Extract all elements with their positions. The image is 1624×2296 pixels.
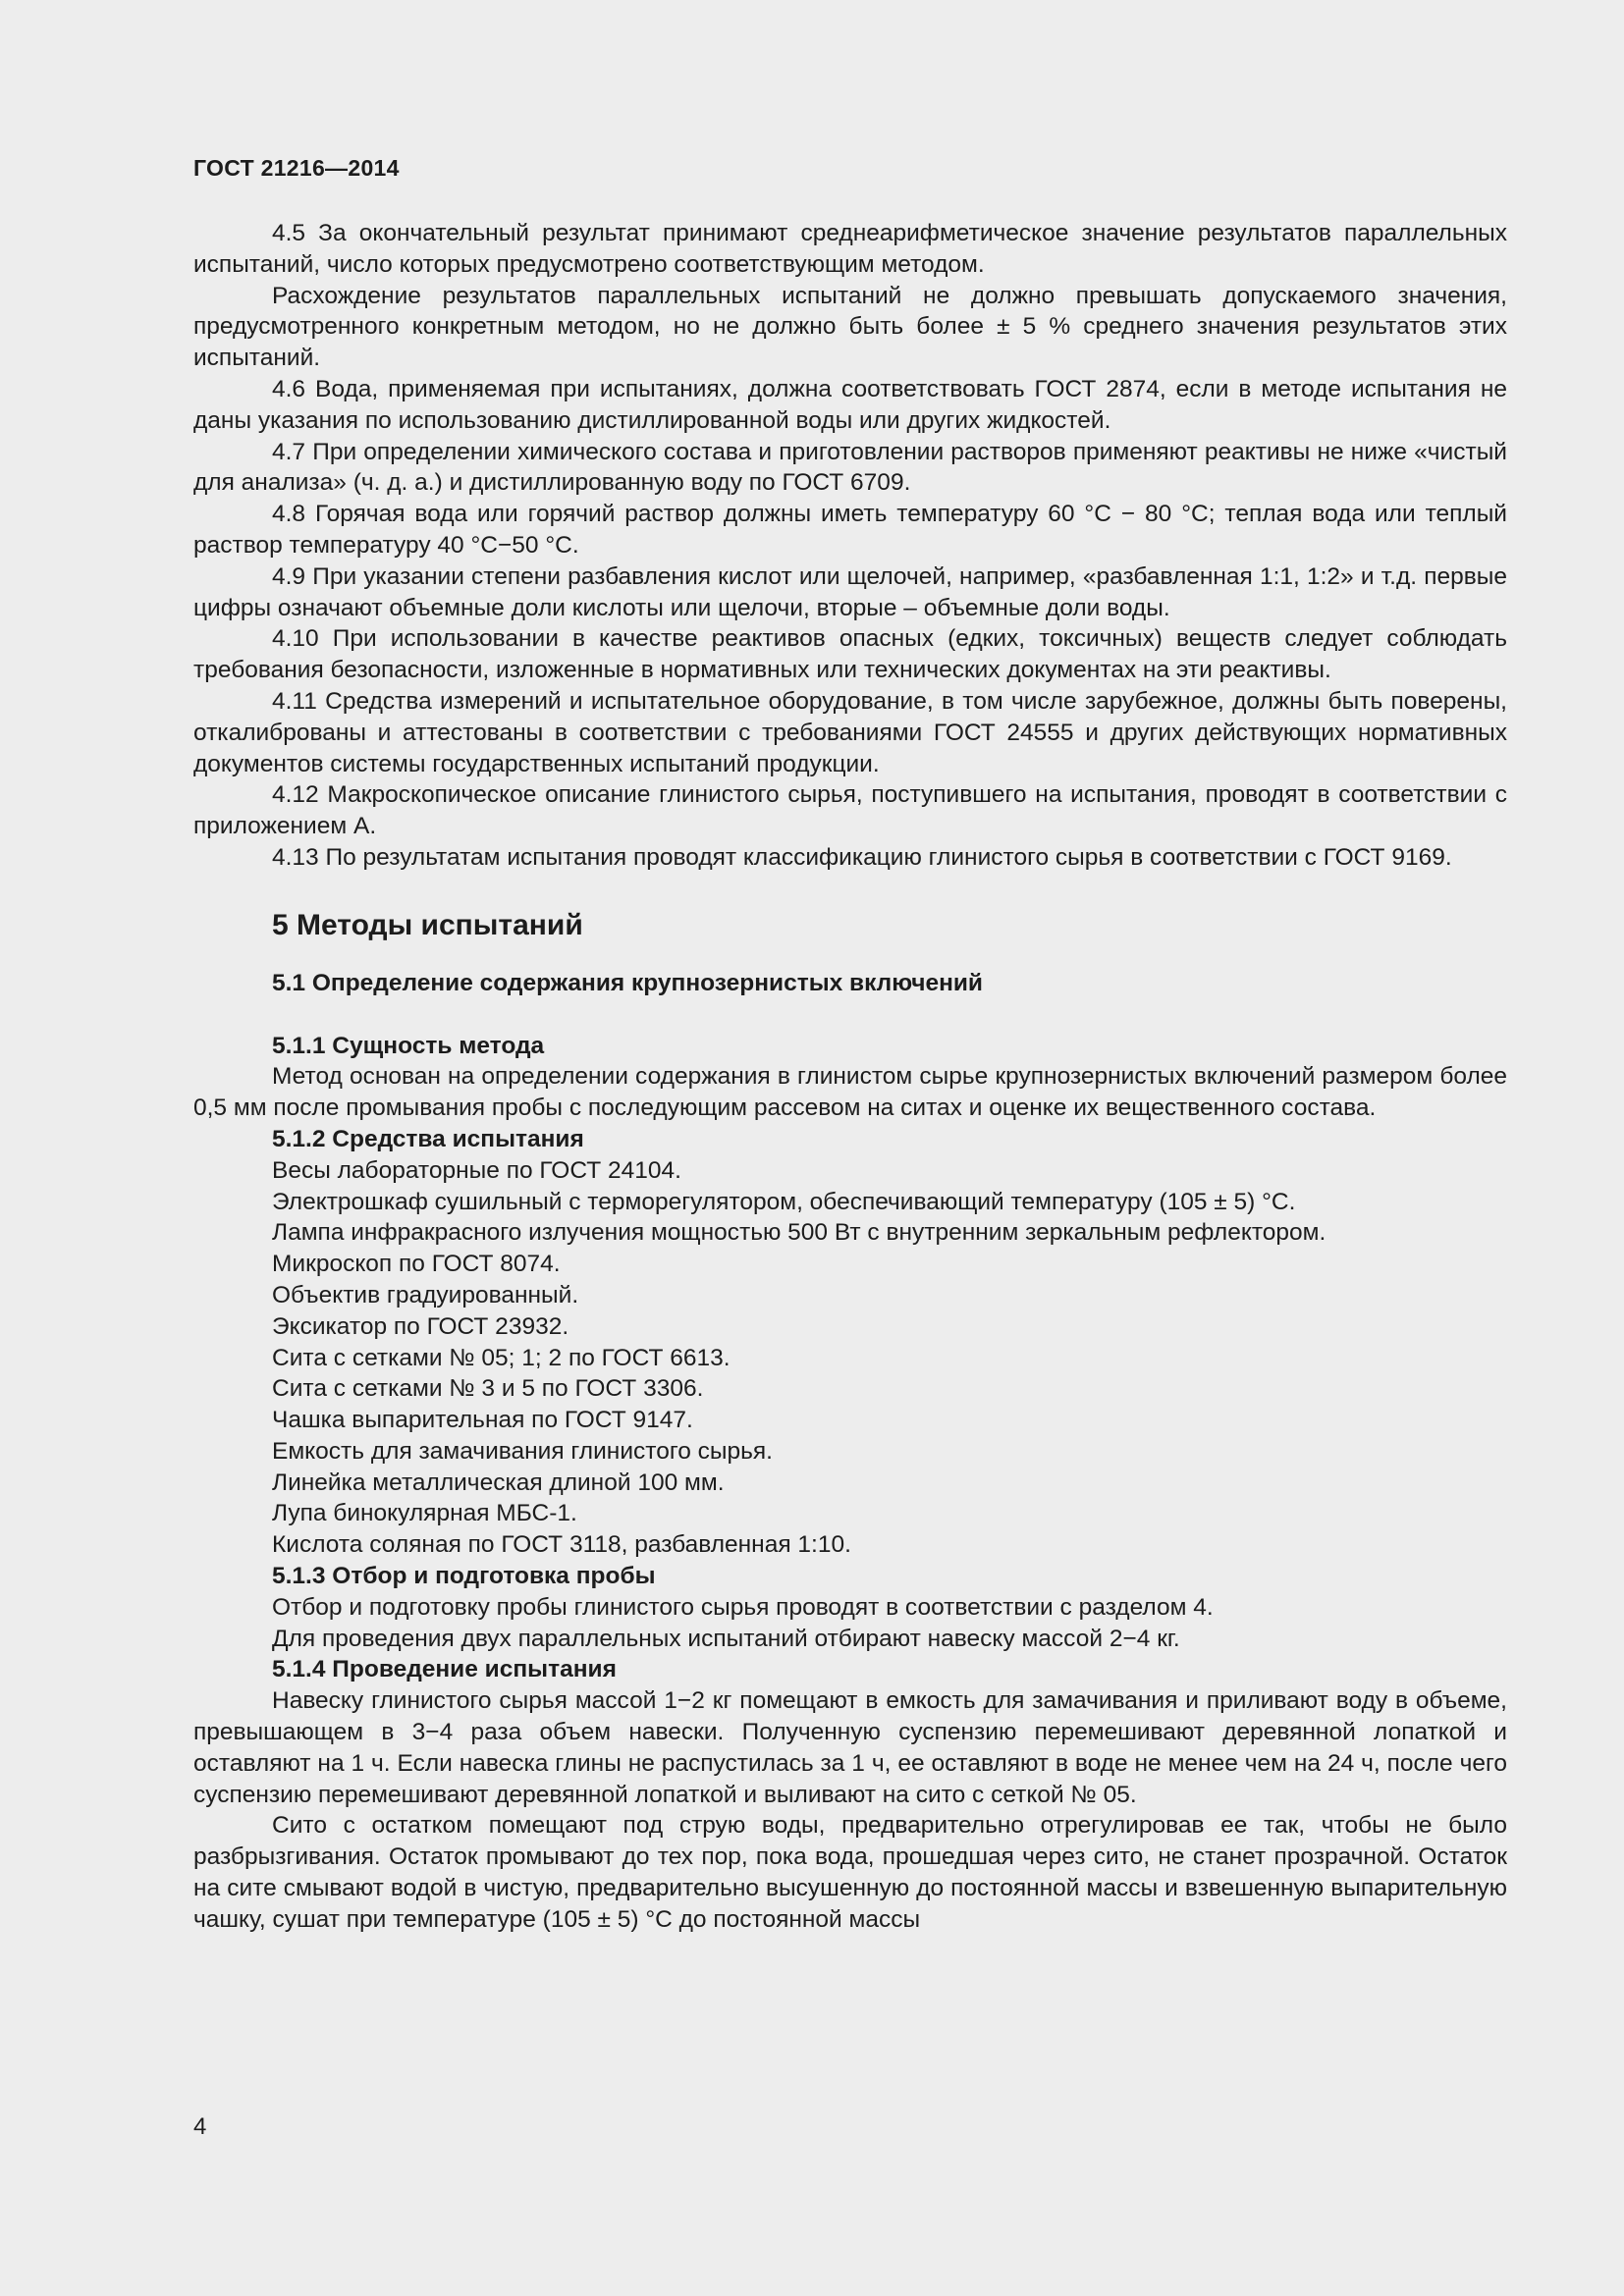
- paragraph-4-9: 4.9 При указании степени разбавления кислот или щелочей, например, «разбавленная 1:1, 1:2» и т.д. первые цифры означают объемные доли кислоты или щелочи, вторые – объемные доли воды.: [193, 562, 1507, 621]
- paragraph-4-12: 4.12 Макроскопическое описание глинистого сырья, поступившего на испытания, проводят в соответствии с приложением А.: [193, 781, 1507, 840]
- section-5-1-title: 5.1 Определение содержания крупнозернистых включений: [272, 969, 983, 996]
- equipment-item: Лампа инфракрасного излучения мощностью 500 Вт с внутренним зеркальным рефлектором.: [272, 1219, 1326, 1247]
- paragraph-4-13: 4.13 По результатам испытания проводят классификацию глинистого сырья в соответствии с ГОСТ 9169.: [272, 843, 1452, 871]
- equipment-item: Объектив градуированный.: [272, 1281, 579, 1308]
- equipment-item: Чашка выпарительная по ГОСТ 9147.: [272, 1407, 693, 1434]
- document-header: ГОСТ 21216—2014: [193, 155, 400, 181]
- paragraph-4-6: 4.6 Вода, применяемая при испытаниях, должна соответствовать ГОСТ 2874, если в методе испытания не даны указания по использованию дистиллированной воды или других жидкостей.: [193, 375, 1507, 434]
- paragraph-4-8: 4.8 Горячая вода или горячий раствор должны иметь температуру 60 °С − 80 °С; теплая вода или теплый раствор температуру 40 °С−50 °С.: [193, 501, 1507, 559]
- equipment-item: Лупа бинокулярная МБС-1.: [272, 1500, 577, 1527]
- equipment-item: Линейка металлическая длиной 100 мм.: [272, 1468, 725, 1496]
- paragraph-4-5-b: Расхождение результатов параллельных испытаний не должно превышать допускаемого значения, предусмотренного конкретным методом, но не должно быть более ± 5 % среднего значения результатов этих испытаний.: [193, 282, 1507, 372]
- section-5-1-4-paragraph-2: Сито с остатком помещают под струю воды, предварительно отрегулировав ее так, чтобы не было разбрызгивания. Остаток промывают до тех пор, пока вода, прошедшая через сито, не станет прозрачной. Остаток на сите смывают водой в чистую, предварительно высушенную до постоянной массы и взвешенную выпарительную чашку, сушат при температуре (105 ± 5) °С до постоянной массы: [193, 1812, 1507, 1933]
- equipment-item: Электрошкаф сушильный с терморегулятором, обеспечивающий температуру (105 ± 5) °С.: [272, 1188, 1296, 1215]
- equipment-item: Кислота соляная по ГОСТ 3118, разбавленная 1:10.: [272, 1531, 851, 1559]
- document-body: [193, 218, 1507, 1936]
- section-5-1-4-paragraph-1: Навеску глинистого сырья массой 1−2 кг помещают в емкость для замачивания и приливают воду в объеме, превышающем в 3−4 раза объем навески. Полученную суспензию перемешивают деревянной лопаткой и оставляют на 1 ч. Если навеска глины не распустилась за 1 ч, ее оставляют в воде не менее чем на 24 ч, после чего суспензию перемешивают деревянной лопаткой и выливают на сито с сеткой № 05.: [193, 1687, 1507, 1808]
- sampling-item: Отбор и подготовку пробы глинистого сырья проводят в соответствии с разделом 4.: [272, 1593, 1214, 1621]
- section-5-title: 5 Методы испытаний: [272, 908, 583, 941]
- paragraph-4-7: 4.7 При определении химического состава и приготовлении растворов применяют реактивы не ниже «чистый для анализа» (ч. д. а.) и дистиллированную воду по ГОСТ 6709.: [193, 438, 1507, 497]
- page-number: 4: [193, 2113, 207, 2140]
- equipment-item: Микроскоп по ГОСТ 8074.: [272, 1251, 561, 1278]
- paragraph-4-5: 4.5 За окончательный результат принимают среднеарифметическое значение результатов параллельных испытаний, число которых предусмотрено соответствующим методом.: [193, 220, 1507, 278]
- paragraph-4-10: 4.10 При использовании в качестве реактивов опасных (едких, токсичных) веществ следует соблюдать требования безопасности, изложенные в нормативных или технических документах на эти реактивы.: [193, 625, 1507, 684]
- equipment-item: Эксикатор по ГОСТ 23932.: [272, 1312, 569, 1340]
- section-5-1-1-text: Метод основан на определении содержания в глинистом сырье крупнозернистых включений размером более 0,5 мм после промывания пробы с последующим рассевом на ситах и оценке их вещественного состава.: [193, 1063, 1507, 1122]
- paragraph-4-11: 4.11 Средства измерений и испытательное оборудование, в том числе зарубежное, должны быть поверены, откалиброваны и аттестованы в соответствии с требованиями ГОСТ 24555 и других действующих нормативных документов системы государственных испытаний продукции.: [193, 687, 1507, 777]
- section-5-1-1-title: 5.1.1 Сущность метода: [272, 1032, 545, 1059]
- equipment-item: Весы лабораторные по ГОСТ 24104.: [272, 1156, 681, 1184]
- equipment-item: Емкость для замачивания глинистого сырья.: [272, 1437, 773, 1465]
- equipment-item: Сита с сетками № 05; 1; 2 по ГОСТ 6613.: [272, 1344, 731, 1371]
- section-5-1-4-title: 5.1.4 Проведение испытания: [272, 1656, 617, 1683]
- sampling-item: Для проведения двух параллельных испытаний отбирают навеску массой 2−4 кг.: [272, 1625, 1180, 1652]
- section-5-1-2-title: 5.1.2 Средства испытания: [272, 1125, 584, 1152]
- section-5-1-3-title: 5.1.3 Отбор и подготовка пробы: [272, 1563, 656, 1590]
- equipment-item: Сита с сетками № 3 и 5 по ГОСТ 3306.: [272, 1375, 704, 1403]
